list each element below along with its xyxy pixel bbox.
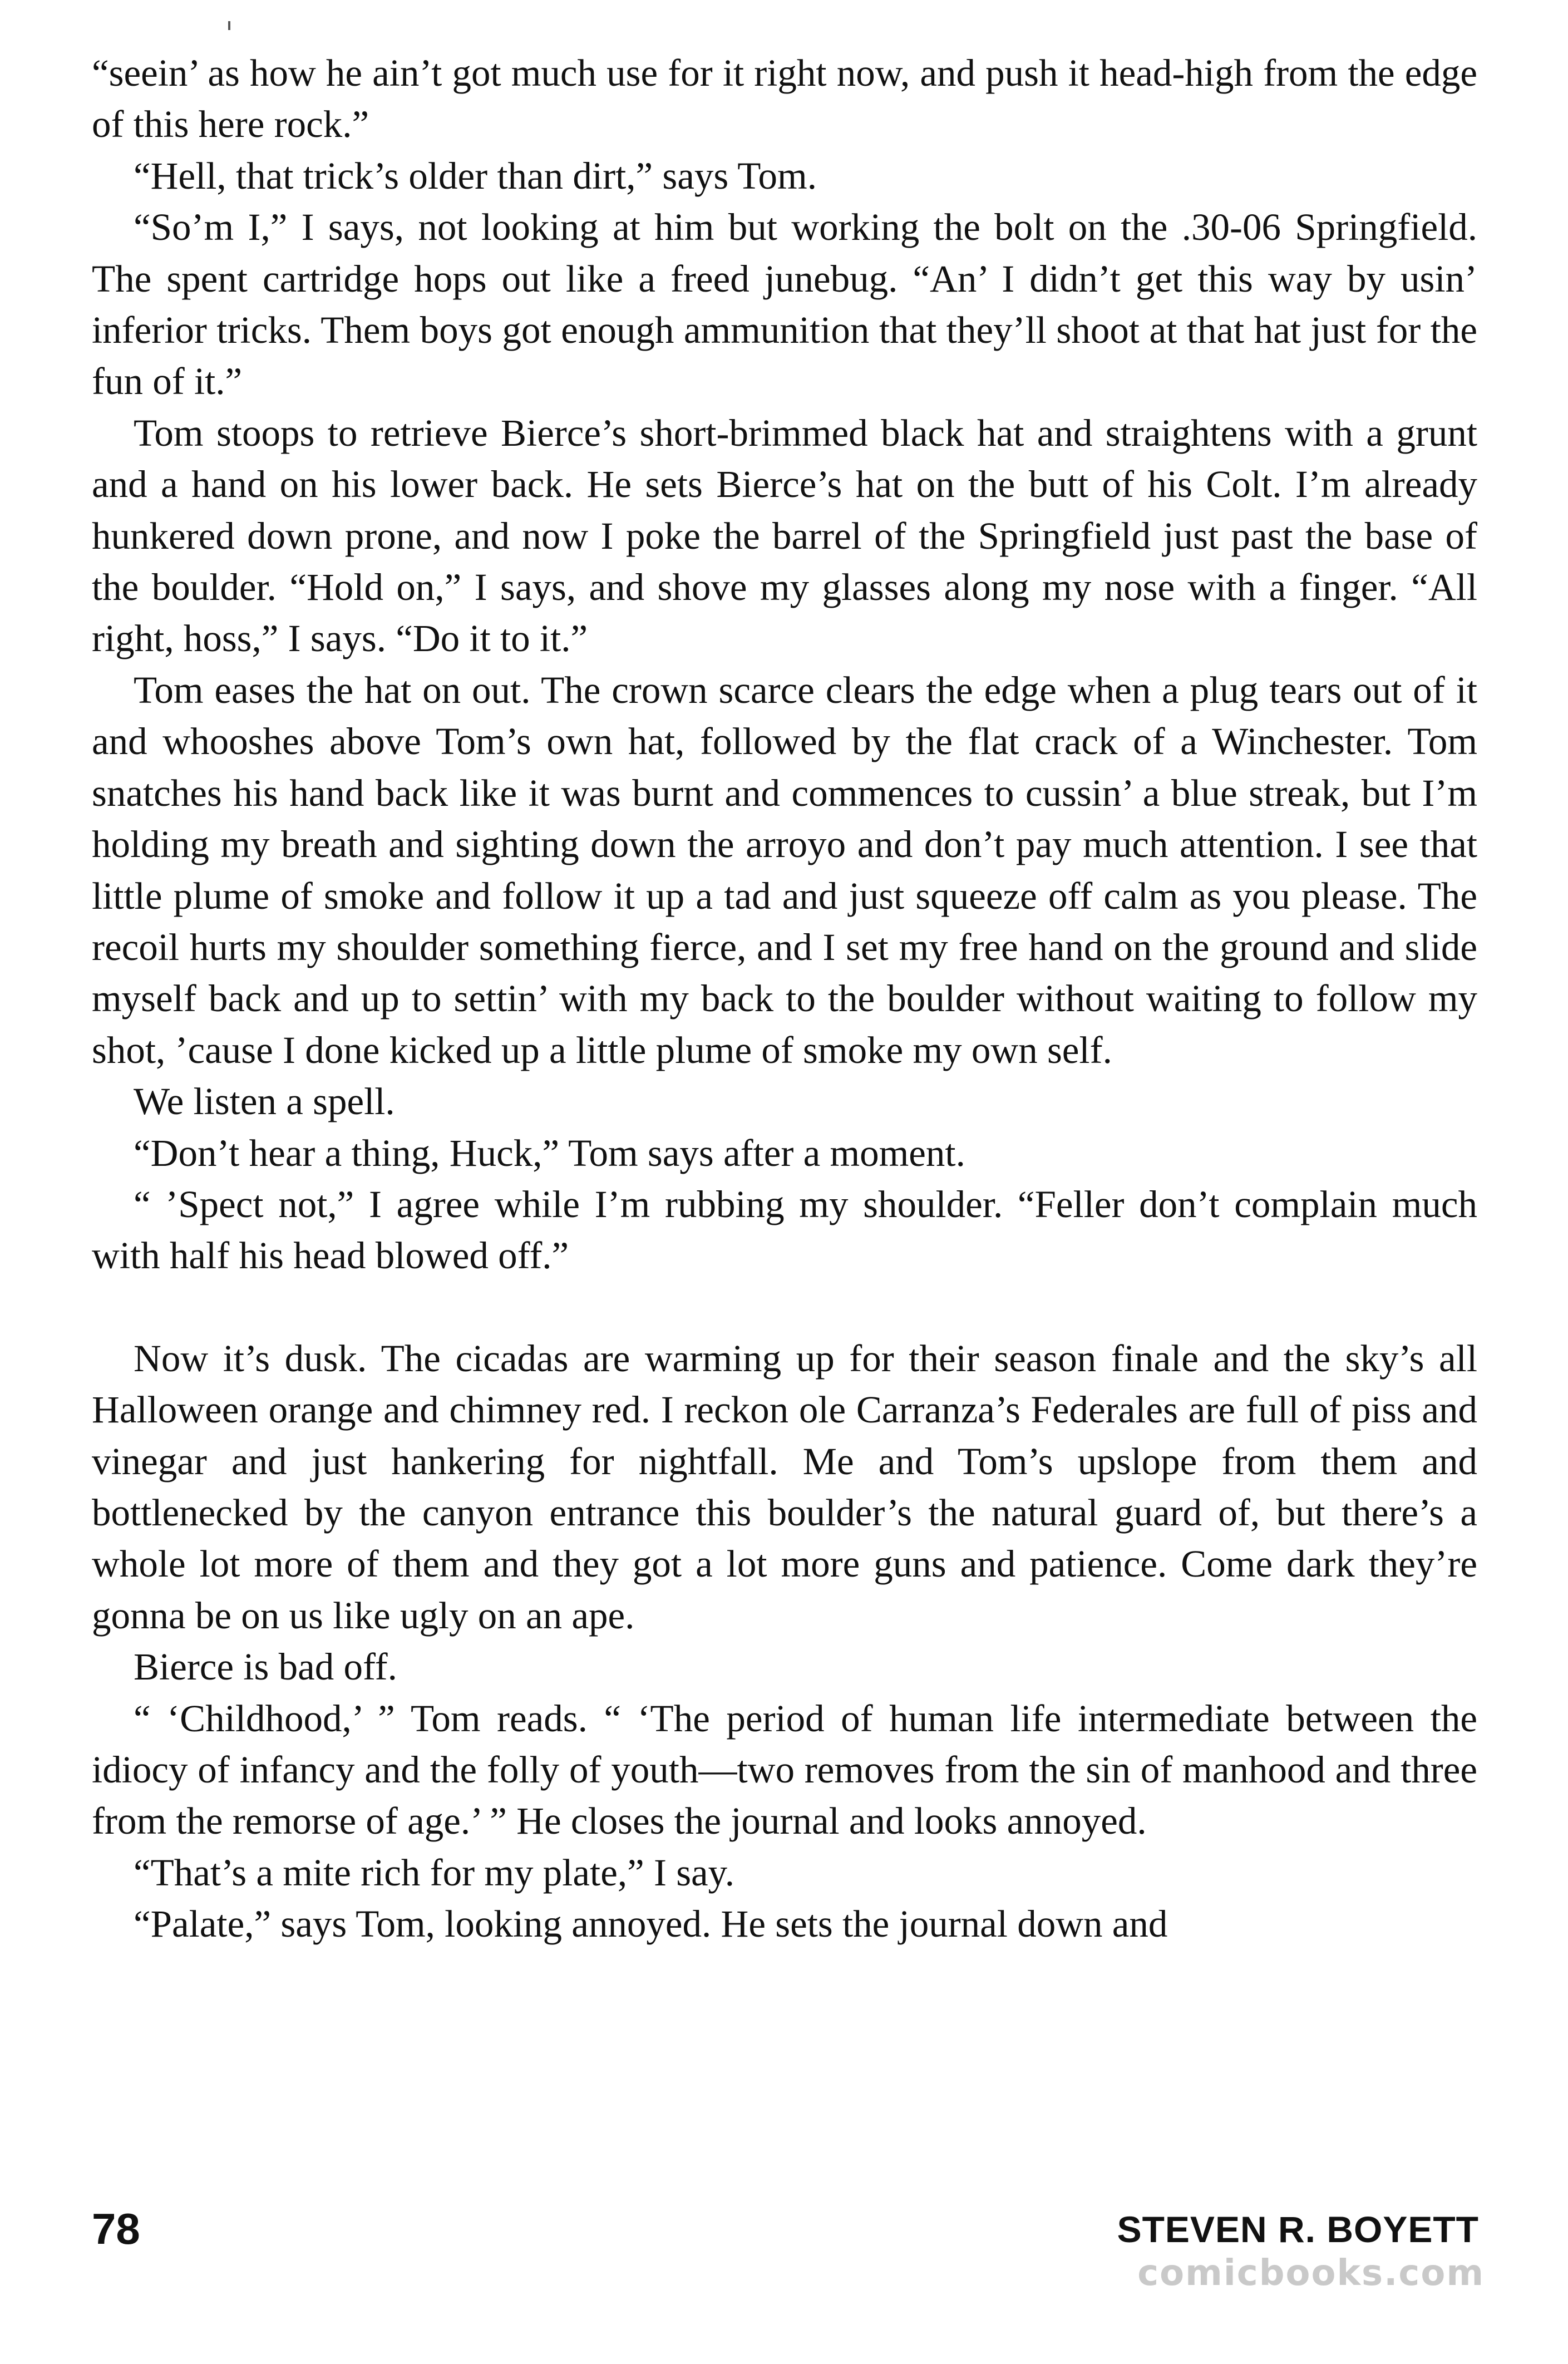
paragraph-8: “ ’Spect not,” I agree while I’m rubbing my shoulder. “Feller don’t complain much with half his head blowed off.”	[92, 1183, 1477, 1277]
watermark: comicbooks.com	[1137, 2253, 1485, 2294]
paragraph-9: Now it’s dusk. The cicadas are warming up for their season finale and the sky’s all Halloween orange and chimney red. I reckon ole Carranza’s Federales are full of piss and vinegar and just hankering for nightfall. Me and Tom’s upslope from them and bottlenecked by the canyon entrance this boulder’s the natural guard of, but there’s a whole lot more of them and they got a lot more guns and patience. Come dark they’re gonna be on us like ugly on an ape.	[92, 1337, 1477, 1637]
paragraph-5: Tom eases the hat on out. The crown scarce clears the edge when a plug tears out of it and whooshes above Tom’s own hat, followed by the flat crack of a Winchester. Tom snatches his hand back like it was burnt and commences to cussin’ a blue streak, but I’m holding my breath and sighting down the arroyo and don’t pay much attention. I see that little plume of smoke and follow it up a tad and just squeeze off calm as you please. The recoil hurts my shoulder something fierce, and I set my free hand on the ground and slide myself back and up to settin’ with my back to the boulder without waiting to follow my shot, ’cause I done kicked up a little plume of smoke my own self.	[92, 668, 1477, 1071]
paragraph-10: Bierce is bad off.	[134, 1646, 397, 1688]
page-number: 78	[92, 2204, 140, 2253]
paragraph-7: “Don’t hear a thing, Huck,” Tom says after a moment.	[134, 1131, 965, 1174]
paragraph-13: “Palate,” says Tom, looking annoyed. He sets the journal down and	[134, 1903, 1168, 1946]
paragraph-4: Tom stoops to retrieve Bierce’s short-brimmed black hat and straightens with a grunt and a hand on his lower back. He sets Bierce’s hat on the butt of his Colt. I’m already hunkered down prone, and now I poke the barrel of the Springfield just past the base of the boulder. “Hold on,” I says, and shove my glasses along my nose with a finger. “All right, hoss,” I says. “Do it to it.”	[92, 411, 1477, 660]
body-text	[92, 47, 1477, 1950]
paragraph-3: “So’m I,” I says, not looking at him but working the bolt on the .30-06 Springfield. The spent cartridge hops out like a freed junebug. “An’ I didn’t get this way by usin’ inferior tricks. Them boys got enough ammunition that they’ll shoot at that hat just for the fun of it.”	[92, 206, 1477, 403]
paragraph-1: “seein’ as how he ain’t got much use for it right now, and push it head-high from the edge of this here rock.”	[92, 52, 1477, 146]
paragraph-6: We listen a spell.	[134, 1080, 395, 1123]
paragraph-2: “Hell, that trick’s older than dirt,” says Tom.	[134, 154, 817, 197]
paragraph-11: “ ‘Childhood,’ ” Tom reads. “ ‘The period of human life intermediate between the idiocy of infancy and the folly of youth—two removes from the sin of manhood and three from the remorse of age.’ ” He closes the journal and looks annoyed.	[92, 1697, 1477, 1843]
author-running-foot: STEVEN R. BOYETT	[1117, 2209, 1479, 2250]
paragraph-12: “That’s a mite rich for my plate,” I say.	[134, 1851, 734, 1894]
print-speck	[228, 21, 230, 30]
